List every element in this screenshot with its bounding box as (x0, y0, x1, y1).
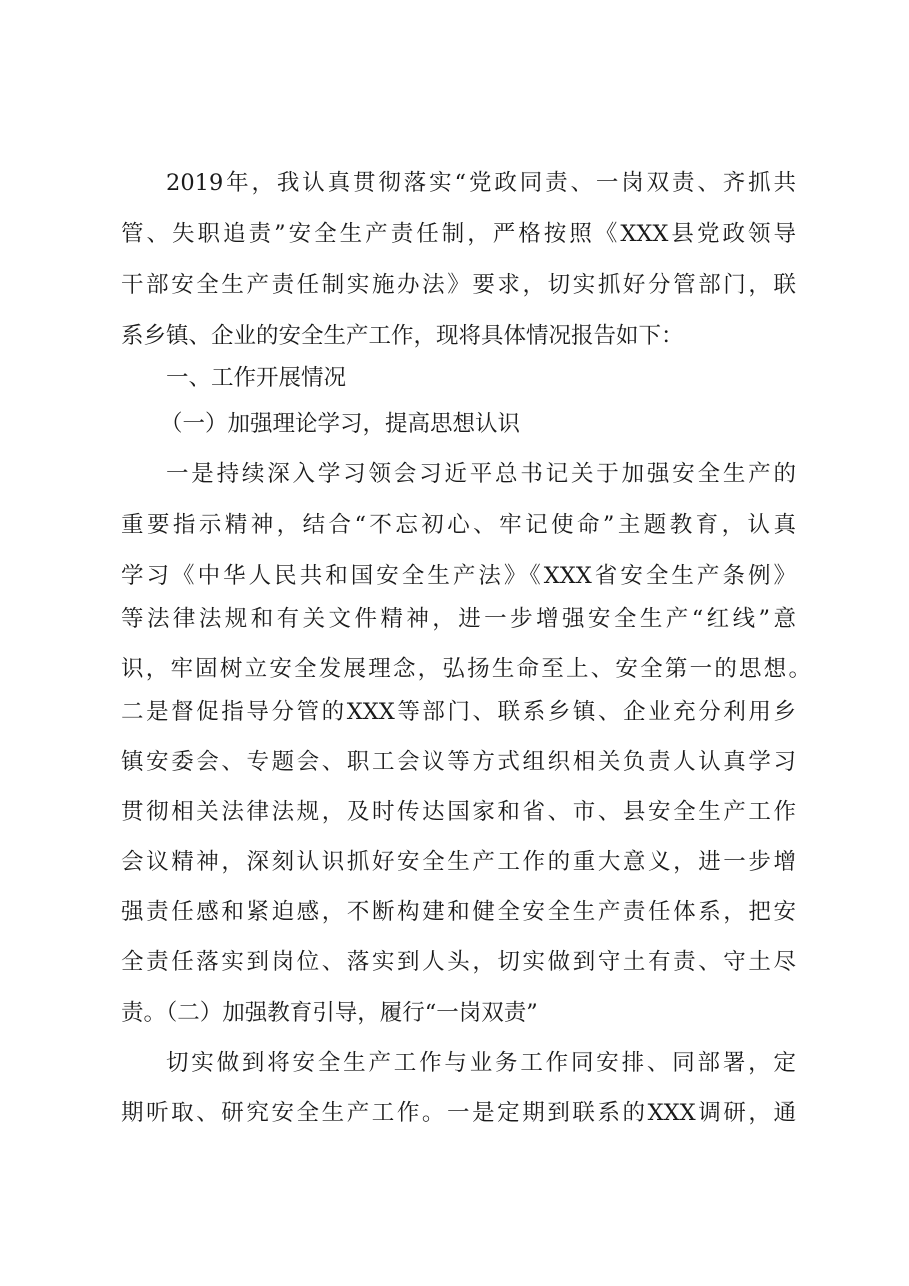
subsection-heading: 责。（二）加强教育引导，履行“一岗双责” (121, 1000, 538, 1026)
section-heading: 一、工作开展情况 (166, 365, 347, 391)
paragraph-line: 管、失职追责”安全生产责任制，严格按照《XXX县党政领导 (121, 221, 796, 247)
paragraph-line: 系乡镇、企业的安全生产工作，现将具体情况报告如下： (121, 323, 684, 349)
paragraph-line: 二是督促指导分管的XXX等部门、联系乡镇、企业充分利用乡 (121, 699, 796, 725)
paragraph-line: 期听取、研究安全生产工作。一是定期到联系的XXX调研，通 (121, 1100, 796, 1126)
paragraph-line: 干部安全生产责任制实施办法》要求，切实抓好分管部门，联 (121, 272, 796, 298)
paragraph-line: 镇安委会、专题会、职工会议等方式组织相关负责人认真学习 (121, 749, 796, 775)
paragraph-line: 会议精神，深刻认识抓好安全生产工作的重大意义，进一步增 (121, 849, 796, 875)
paragraph-line: 重要指示精神，结合“不忘初心、牢记使命”主题教育，认真 (121, 512, 796, 538)
paragraph-line: 识，牢固树立安全发展理念，弘扬生命至上、安全第一的思想。 (121, 656, 811, 682)
paragraph-line: 贯彻相关法律法规，及时传达国家和省、市、县安全生产工作 (121, 799, 796, 825)
paragraph-line: 学习《中华人民共和国安全生产法》《XXX省安全生产条例》 (121, 563, 796, 589)
paragraph-line: 强责任感和紧迫感，不断构建和健全安全生产责任体系，把安 (121, 899, 796, 925)
subsection-heading: （一）加强理论学习，提高思想认识 (160, 411, 521, 437)
paragraph-line: 等法律法规和有关文件精神，进一步增强安全生产“红线”意 (121, 606, 796, 632)
paragraph-line: 2019年，我认真贯彻落实“党政同责、一岗双责、齐抓共 (166, 170, 796, 196)
paragraph-line: 一是持续深入学习领会习近平总书记关于加强安全生产的 (166, 461, 796, 487)
paragraph-line: 全责任落实到岗位、落实到人头，切实做到守土有责、守土尽 (121, 949, 796, 975)
paragraph-line: 切实做到将安全生产工作与业务工作同安排、同部署，定 (166, 1050, 796, 1076)
